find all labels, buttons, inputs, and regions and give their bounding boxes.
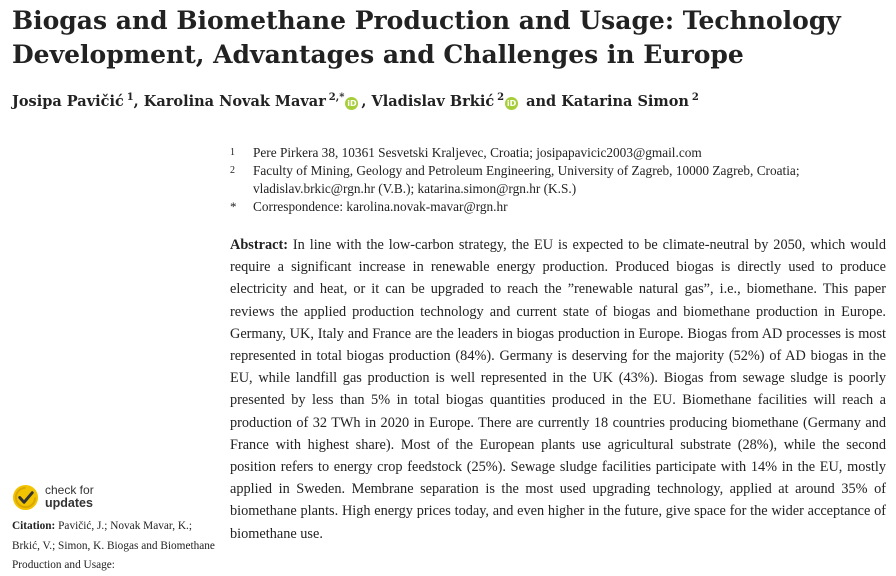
author-separator: and — [521, 93, 562, 110]
author-affiliation-mark: 2 — [691, 92, 699, 103]
citation-label: Citation: — [12, 520, 56, 532]
author-separator: , — [361, 93, 372, 110]
affiliation-mark: 2 — [230, 165, 235, 176]
author-list — [12, 88, 882, 112]
correspondence-text: Correspondence: karolina.novak-mavar@rgn.hr — [253, 199, 508, 214]
abstract-label: Abstract: — [230, 237, 288, 253]
abstract-text: In line with the low-carbon strategy, the EU is expected to be climate-neutral by 2050, which would require a significant increase in renewable energy production. Produced biogas is directly used to produce electricity and heat, or it can be upgraded to reach the ”renewable natural gas”, i.e., biomethane. This paper reviews the applied production technology and current state of biogas and biomethane production in Europe. Germany, UK, Italy and France are the leaders in biogas production in Europe. Biogas from AD processes is most represented in total biogas production (84%). Germany is deserving for the majority (52%) of AD biogas in the EU, while landfill gas production is well represented in the UK (43%). Biogas from sewage sludge is poorly presented by less than 5% in total biogas quantities produced in the EU. Biomethane facilities will reach a production of 32 TWh in 2020 in Europe. There are currently 18 countries producing biomethane (Germany and France with highest share). Most of the European plants use agricultural substrate (28%), while the second position refers to energy crop feedstock (25%). Sewage sludge facilities participate with 14% in the EU, mostly applied in Sweden. Membrane separation is the most used upgrading technology, applied at around 35% of biomethane plants. High energy prices today, and even higher in the future, give space for the wider acceptance of biomethane use. — [230, 237, 886, 542]
check-updates-icon — [12, 484, 39, 511]
abstract — [230, 234, 886, 545]
paper-title: Biogas and Biomethane Production and Usage: Technology Development, Advantages and Challenges in Europe — [12, 6, 841, 69]
citation-text: Pavičić, J.; Novak Mavar, K.; Brkić, V.; Simon, K. Biogas and Biomethane Production and Usage: — [12, 520, 215, 571]
check-for-updates-button[interactable] — [12, 482, 132, 514]
affiliation-mark: * — [230, 199, 237, 214]
affiliation-text: Pere Pirkera 38, 10361 Sesvetski Kraljevec, Croatia; josipapavicic2003@gmail.com — [253, 145, 702, 160]
affiliation-text: Faculty of Mining, Geology and Petroleum Engineering, University of Zagreb, 10000 Zagreb, Croatia; vladislav.brkic@rgn.hr (V.B.); katarina.simon@rgn.hr (K.S.) — [253, 163, 800, 196]
author-name: Josipa Pavičić — [12, 93, 124, 110]
check-updates-label: check for — [45, 483, 94, 497]
author-name: Vladislav Brkić — [371, 93, 495, 110]
author-name: Katarina Simon — [561, 93, 689, 110]
author-name: Karolina Novak Mavar — [143, 93, 326, 110]
author-affiliation-mark: 1 — [126, 92, 134, 103]
author-separator: , — [133, 93, 144, 110]
author-affiliation-mark: 2 — [497, 92, 505, 103]
citation — [12, 517, 217, 576]
orcid-icon[interactable]: iD — [347, 99, 357, 108]
orcid-icon[interactable]: iD — [506, 99, 517, 108]
author-affiliation-mark: 2,* — [328, 92, 345, 103]
affiliation-mark: 1 — [230, 147, 235, 158]
check-updates-label-bold: updates — [45, 496, 93, 510]
